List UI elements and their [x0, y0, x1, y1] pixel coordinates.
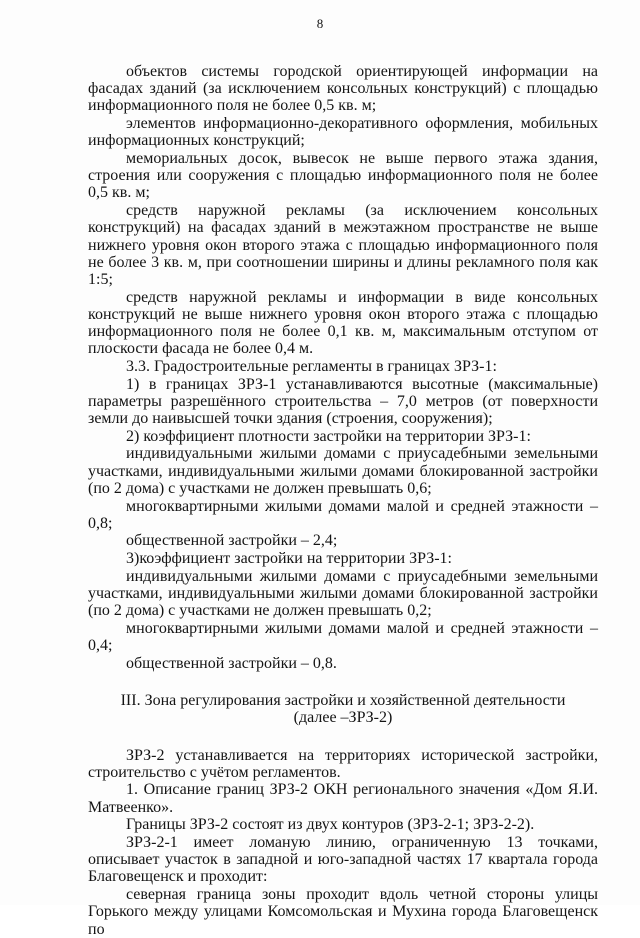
paragraph: индивидуальными жилыми домами с приусадебными земельными участками, индивидуальными жилыми домами блокированной застройки (по 2 дома) с участками не должен превышать 0,6;: [88, 445, 598, 497]
paragraph: 2) коэффициент плотности застройки на территории ЗРЗ-1:: [126, 427, 531, 445]
paragraph: индивидуальными жилыми домами с приусадебными земельными участками, индивидуальными жилыми домами блокированной застройки (по 2 дома) с участками не должен превышать 0,2;: [88, 567, 598, 620]
paragraph: средств наружной рекламы (за исключением консольных конструкций) на фасадах зданий в межэтажном пространстве не выше нижнего уровня окон второго этажа с площадью информационного поля не более 3 кв. м, при соотношении ширины и длины рекламного поля как 1:5;: [88, 202, 598, 288]
paragraph: объектов системы городской ориентирующей информации на фасадах зданий (за исключением консольных конструкций) с площадью информационного поля не более 0,5 кв. м;: [88, 63, 598, 115]
paragraph: 3)коэффициент застройки на территории ЗРЗ-1:: [126, 550, 452, 568]
paragraph: общественной застройки – 2,4;: [126, 532, 338, 550]
paragraph: элементов информационно-декоративного оформления, мобильных информационных конструкций;: [88, 115, 598, 150]
paragraph: 1. Описание границ ЗРЗ-2 ОКН регионального значения «Дом Я.И. Матвеенко».: [88, 781, 598, 816]
paragraph: общественной застройки – 0,8.: [126, 654, 337, 672]
section-heading-3-3: 3.3. Градостроительные регламенты в границах ЗРЗ-1:: [126, 357, 497, 375]
paragraph: 1) в границах ЗРЗ-1 устанавливаются высотные (максимальные) параметры разрешённого строительства – 7,0 метров (от поверхности земли до наивысшей точки здания (строения, сооружения);: [88, 375, 598, 428]
paragraph: Границы ЗРЗ-2 состоят из двух контуров (ЗРЗ-2-1; ЗРЗ-2-2).: [126, 816, 535, 834]
paragraph: средств наружной рекламы и информации в виде консольных конструкций не выше нижнего уровня окон второго этажа с площадью информационного поля не более 0,1 кв. м, максимальным отступом от плоскости фасада не более 0,4 м.: [88, 288, 598, 358]
paragraph: многоквартирными жилыми домами малой и средней этажности – 0,4;: [88, 620, 598, 655]
page-number: 8: [316, 16, 324, 31]
document-body: [88, 63, 598, 938]
heading-line: III. Зона регулирования застройки и хозяйственной деятельности: [120, 692, 566, 710]
paragraph: ЗРЗ-2 устанавливается на территориях исторической застройки, строительство с учётом регламентов.: [88, 746, 598, 781]
paragraph: мемориальных досок, вывесок не выше первого этажа здания, строения или сооружения с площадью информационного поля не более 0,5 кв. м;: [88, 150, 598, 202]
heading-line: (далее –ЗРЗ-2): [293, 709, 393, 727]
section-heading-zrz-2: [88, 692, 598, 726]
paragraph: многоквартирными жилыми домами малой и средней этажности – 0,8;: [88, 497, 598, 532]
paragraph: ЗРЗ-2-1 имеет ломаную линию, ограниченную 13 точками, описывает участок в западной и юго-западной частях 17 квартала города Благовещенск и проходит:: [88, 834, 598, 886]
paragraph: северная граница зоны проходит вдоль четной стороны улицы Горького между улицами Комсомольская и Мухина города Благовещенск по: [88, 886, 598, 938]
